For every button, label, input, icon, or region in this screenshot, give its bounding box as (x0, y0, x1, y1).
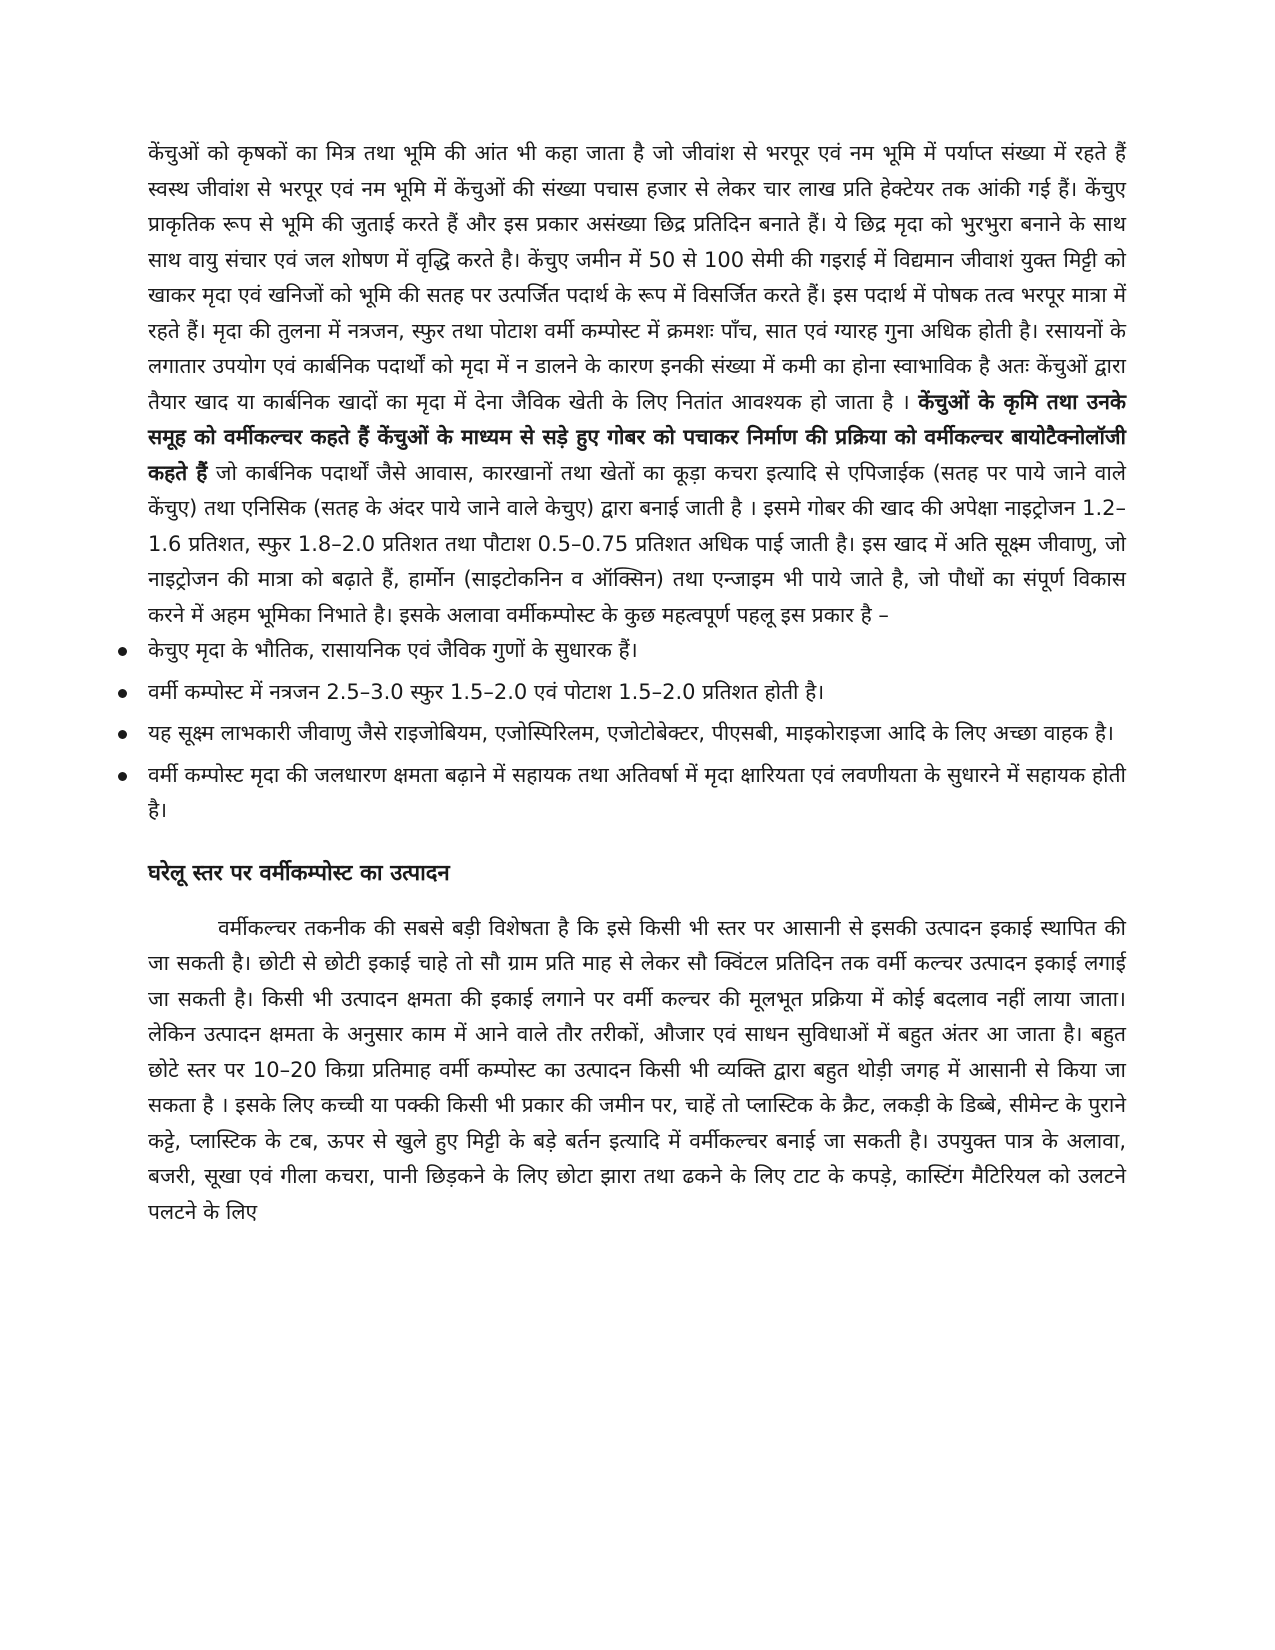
vermiculture-definition: केंचुओं के कृमि तथा उनके समूह को वर्मीकल्चर कहते हैं केंचुओं के माध्यम से सड़े हुए गोबर को पचाकर निर्माण की प्रक्रिया को वर्मीकल्चर बायोटैक्नोलॉजी कहते हैं (148, 389, 1127, 485)
list-item (148, 633, 1126, 669)
benefits-list (148, 633, 1126, 829)
bullet-icon (118, 730, 127, 739)
list-item-text: केचुए मृदा के भौतिक, रासायनिक एवं जैविक गुणों के सुधारक हैं। (148, 638, 638, 662)
list-item-text: वर्मी कम्पोस्ट मृदा की जलधारण क्षमता बढ़ाने में सहायक तथा अतिवर्षा में मृदा क्षारियता एवं लवणीयता के सुधारने में सहायक होती है। (148, 762, 1126, 822)
list-item (148, 716, 1126, 752)
bullet-icon (118, 772, 127, 781)
intro-paragraph (148, 136, 1126, 633)
intro-text: केंचुओं को कृषकों का मित्र तथा भूमि की आंत भी कहा जाता है जो जीवांश से भरपूर एवं नम भूमि में पर्याप्त संख्या में रहते हैं स्वस्थ जीवांश से भरपूर एवं नम भूमि में केंचुओं की संख्या पचास हजार से लेकर चार लाख प्रति हेक्टेयर तक आंकी गई हैं। केंचुए प्राकृतिक रूप से भूमि की जुताई करते हैं और इस प्रकार असंख्या छिद्र प्रतिदिन बनाते हैं। ये छिद्र मृदा को भुरभुरा बनाने के साथ साथ वायु संचार एवं जल शोषण में वृद्धि करते है। केंचुए जमीन में 50 से 100 सेमी की गइराई में विद्यमान जीवाशं युक्त मिट्टी को खाकर मृदा एवं खनिजों को भूमि की सतह पर उत्पर्जित पदार्थ के रूप में विसर्जित करते हैं। इस पदार्थ में पोषक तत्व भरपूर मात्रा में रहते हैं। मृदा की तुलना में नत्रजन, स्फुर तथा पोटाश वर्मी कम्पोस्ट में क्रमशः पाँच, सात एवं ग्यारह गुना अधिक होती है। रसायनों के लगातार उपयोग एवं कार्बनिक पदार्थों को मृदा में न डालने के कारण इनकी संख्या में कमी का होना स्वाभाविक है अतः केंचुओं द्वारा तैयार खाद या कार्बनिक खादों का मृदा में देना जैविक खेती के लिए नितांत आवश्यक हो जाता है । (148, 141, 1127, 414)
production-paragraph: वर्मीकल्चर तकनीक की सबसे बड़ी विशेषता है कि इसे किसी भी स्तर पर आसानी से इसकी उत्पादन इकाई स्थापित की जा सकती है। छोटी से छोटी इकाई चाहे तो सौ ग्राम प्रति माह से लेकर सौ क्विंटल प्रतिदिन तक वर्मी कल्चर उत्पादन इकाई लगाई जा सकती है। किसी भी उत्पादन क्षमता की इकाई लगाने पर वर्मी कल्चर की मूलभूत प्रक्रिया में कोई बदलाव नहीं लाया जाता। लेकिन उत्पादन क्षमता के अनुसार काम में आने वाले तौर तरीकों, औजार एवं साधन सुविधाओं में बहुत अंतर आ जाता है। बहुत छोटे स्तर पर 10–20 किग्रा प्रतिमाह वर्मी कम्पोस्ट का उत्पादन किसी भी व्यक्ति द्वारा बहुत थोड़ी जगह में आसानी से किया जा सकता है । इसके लिए कच्ची या पक्की किसी भी प्रकार की जमीन पर, चाहें तो प्लास्टिक के क्रैट, लकड़ी के डिब्बे, सीमेन्ट के पुराने कट्टे, प्लास्टिक के टब, ऊपर से खुले हुए मिट्टी के बड़े बर्तन इत्यादि में वर्मीकल्चर बनाई जा सकती है। उपयुक्त पात्र के अलावा, बजरी, सूखा एवं गीला कचरा, पानी छिड़कने के लिए छोटा झारा तथा ढकने के लिए टाट के कपड़े, कास्टिंग मैटिरियल को उलटने पलटने के लिए (148, 915, 1126, 1224)
list-item (148, 758, 1126, 829)
bullet-icon (118, 689, 127, 698)
document-page (148, 136, 1126, 1230)
bullet-icon (118, 647, 127, 656)
list-item-text: वर्मी कम्पोस्ट में नत्रजन 2.5–3.0 स्फुर 1.5–2.0 एवं पोटाश 1.5–2.0 प्रतिशत होती है। (148, 679, 825, 704)
intro-text-continued: जो कार्बनिक पदार्थों जैसे आवास, कारखानों तथा खेतों का कूड़ा कचरा इत्यादि से एपिजाईक (सतह पर पाये जाने वाले केंचुए) तथा एनिसिक (सतह के अंदर पाये जाने वाले केचुए) द्वारा बनाई जाती है । इसमे गोबर की खाद की अपेक्षा नाइट्रोजन 1.2–1.6 प्रतिशत, स्फुर 1.8–2.0 प्रतिशत तथा पौटाश 0.5–0.75 प्रतिशत अधिक पाई जाती है। इस खाद में अति सूक्ष्म जीवाणु, जो नाइट्रोजन की मात्रा को बढ़ाते हैं, हार्मोन (साइटोकनिन व ऑक्सिन) तथा एन्जाइम भी पाये जाते है, जो पौधों का संपूर्ण विकास करने में अहम भूमिका निभाते है। इसके अलावा वर्मीकम्पोस्ट के कुछ महत्वपूर्ण पहलू इस प्रकार है – (148, 460, 1126, 627)
list-item-text: यह सूक्ष्म लाभकारी जीवाणु जैसे राइजोबियम, एजोस्पिरिलम, एजोटोबेक्टर, पीएसबी, माइकोराइजा आदि के लिए अच्छा वाहक है। (148, 721, 1114, 745)
list-item (148, 675, 1126, 711)
section-heading: घरेलू स्तर पर वर्मीकम्पोस्ट का उत्पादन (148, 860, 450, 886)
